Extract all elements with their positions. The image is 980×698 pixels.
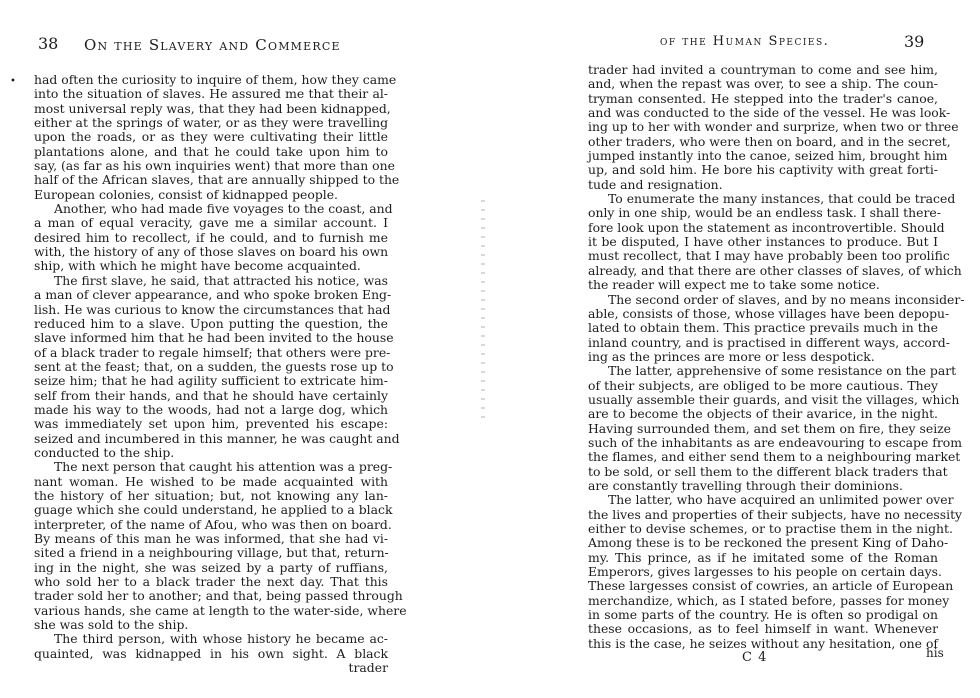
text-line: trader had invited a countryman to come and see him, <box>588 62 938 77</box>
text-line: of their subjects, are obliged to be more cautious. They <box>588 377 938 393</box>
text-line: this is the case, he seizes without any hesitation, one of <box>588 635 938 651</box>
text-line: other traders, who were then on board, and in the secret, <box>588 133 951 149</box>
text-line: plantations alone, and that he could take upon him to <box>34 143 388 159</box>
text-line: lish. He was curious to know the circumstances that had <box>34 301 391 317</box>
text-line: The third person, with whose history he became ac- <box>54 631 388 647</box>
text-line: conducted to the ship. <box>34 444 175 460</box>
text-line: Another, who had made five voyages to the coast, and <box>54 201 393 217</box>
text-line: desired him to recollect, if he could, and to furnish me <box>34 229 388 245</box>
text-line: These largesses consist of cowries, an article of European <box>588 578 954 594</box>
signature-mark: C 4 <box>742 650 768 665</box>
text-line: interpreter, of the name of Afou, who was then on board. <box>34 516 392 532</box>
text-line: tryman consented. He stepped into the trader's canoe, <box>588 90 938 106</box>
text-line: upon the roads, or as they were cultivating their little <box>34 129 388 145</box>
text-line: half of the African slaves, that are annually shipped to the <box>34 172 400 188</box>
text-line: jumped instantly into the canoe, seized him, brought him <box>588 148 948 164</box>
text-line: ing in the night, she was seized by a party of ruffians, <box>34 559 388 575</box>
text-line: are to become the objects of their avarice, in the night. <box>588 406 938 422</box>
left-page-number: 38 <box>38 34 59 53</box>
text-line: The next person that caught his attention was a preg- <box>54 459 393 475</box>
text-line: slave informed him that he had been invited to the house <box>34 330 394 346</box>
text-line: in some parts of the country. He is often so prodigal on <box>588 607 938 623</box>
text-line: ing as the princes are more or less despotick. <box>588 348 875 364</box>
right-page-number: 39 <box>904 32 925 51</box>
text-line: either at the springs of water, or as they were travelling <box>34 115 388 131</box>
text-line: The first slave, he said, that attracted his notice, was <box>54 272 388 288</box>
right-page <box>490 0 980 698</box>
text-line: was immediately set upon him, prevented his escape: <box>34 416 388 432</box>
text-line: these occasions, as to feel himself in want. Whenever <box>588 621 938 637</box>
text-line: had often the curiosity to inquire of them, how they came <box>34 72 397 87</box>
text-line: seize him; that he had agility sufficient to extricate him- <box>34 373 388 389</box>
text-line: tude and resignation. <box>588 176 723 192</box>
text-line: various hands, she came at length to the water-side, where <box>34 602 407 618</box>
text-line: it be disputed, I have other instances to produce. But I <box>588 234 938 250</box>
text-line: and was conducted to the side of the vessel. He was look- <box>588 105 951 121</box>
text-line: merchandize, which, as I stated before, passes for money <box>588 592 950 608</box>
text-line: Among these is to be reckoned the present King of Daho- <box>588 535 949 551</box>
text-line: seized and incumbered in this manner, he was caught and <box>34 430 400 446</box>
text-line: the reader will expect me to take some notice. <box>588 277 880 293</box>
text-line: must recollect, that I may have probably been too prolific <box>588 248 950 264</box>
text-line: such of the inhabitants as are endeavouring to escape from <box>588 434 962 450</box>
text-line: Emperors, gives largesses to his people on certain days. <box>588 564 942 580</box>
text-line: reduced him to a slave. Upon putting the question, the <box>34 315 388 331</box>
page-gutter <box>481 200 485 420</box>
text-line: up, and sold him. He bore his captivity with great forti- <box>588 162 938 178</box>
text-line: quainted, was kidnapped in his own sight. A black <box>34 645 388 661</box>
text-line: self from their hands, and that he should have certainly <box>34 387 388 403</box>
text-line: trader <box>348 660 388 676</box>
text-line: lated to obtain them. This practice prevails much in the <box>588 320 938 336</box>
right-body-text <box>588 62 965 651</box>
text-line: of a black trader to regale himself; that others were pre- <box>34 344 391 360</box>
text-line: already, and that there are other classes of slaves, of which <box>588 262 962 278</box>
left-running-head: On the Slavery and Commerce <box>84 36 341 54</box>
text-line: to be sold, or sell them to the different black traders that <box>588 463 948 479</box>
text-line: a man of clever appearance, and who spoke broken Eng- <box>34 287 392 303</box>
text-line: The second order of slaves, and by no means inconsider- <box>608 291 965 307</box>
text-line: fore look upon the statement as incontrovertible. Should <box>588 219 945 235</box>
text-line: she was sold to the ship. <box>34 617 189 633</box>
margin-mark: • <box>10 76 16 87</box>
text-line: who sold her to a black trader the next day. That this <box>34 574 388 590</box>
text-line: sited a friend in a neighbouring village, but that, return- <box>34 545 389 561</box>
text-line: are constantly travelling through their dominions. <box>588 477 903 493</box>
left-body-text <box>34 72 407 676</box>
text-line: ing up to her with wonder and surprize, when two or three <box>588 119 959 135</box>
text-line: trader sold her to another; and that, being passed through <box>34 588 403 604</box>
right-running-head: of the Human Species. <box>660 34 830 49</box>
text-line: Having surrounded them, and set them on fire, they seize <box>588 420 952 436</box>
text-line: with, the history of any of those slaves on board his own <box>34 244 389 260</box>
text-line: and, when the repast was over, to see a ship. The coun- <box>588 76 938 92</box>
text-line: ship, with which he might have become acquainted. <box>34 258 361 274</box>
text-line: either to devise schemes, or to practise them in the night. <box>588 521 953 536</box>
text-line: usually assemble their guards, and visit the villages, which <box>588 391 960 407</box>
text-line: the history of her situation; but, not knowing any lan- <box>34 487 388 503</box>
text-line: the lives and properties of their subjects, have no necessity <box>588 506 963 522</box>
catchword: his <box>926 646 944 660</box>
text-line: To enumerate the many instances, that could be traced <box>608 191 956 207</box>
text-line: nant woman. He wished to be made acquainted with <box>34 473 388 489</box>
text-line: a man of equal veracity, gave me a similar account. I <box>34 215 388 231</box>
text-line: inland country, and is practised in different ways, accord- <box>588 334 950 350</box>
text-line: By means of this man he was informed, that she had vi- <box>34 531 388 546</box>
text-line: the flames, and either send them to a neighbouring market <box>588 449 961 465</box>
text-line: only in one ship, would be an endless task. I shall there- <box>588 205 941 221</box>
text-line: European colonies, consist of kidnapped people. <box>34 186 339 202</box>
text-line: The latter, who have acquired an unlimited power over <box>608 492 954 508</box>
text-line: guage which she could understand, he applied to a black <box>34 502 393 518</box>
text-line: made his way to the woods, had not a large dog, which <box>34 401 388 417</box>
text-line: able, consists of those, whose villages have been depopu- <box>588 305 950 321</box>
text-line: my. This prince, as if he imitated some of the Roman <box>588 549 938 565</box>
text-line: into the situation of slaves. He assured me that their al- <box>34 86 388 102</box>
text-line: most universal reply was, that they had been kidnapped, <box>34 100 391 116</box>
text-line: The latter, apprehensive of some resistance on the part <box>608 363 957 379</box>
text-line: sent at the feast; that, on a sudden, the guests rose up to <box>34 358 394 374</box>
text-line: say, (as far as his own inquiries went) that more than one <box>34 158 395 174</box>
